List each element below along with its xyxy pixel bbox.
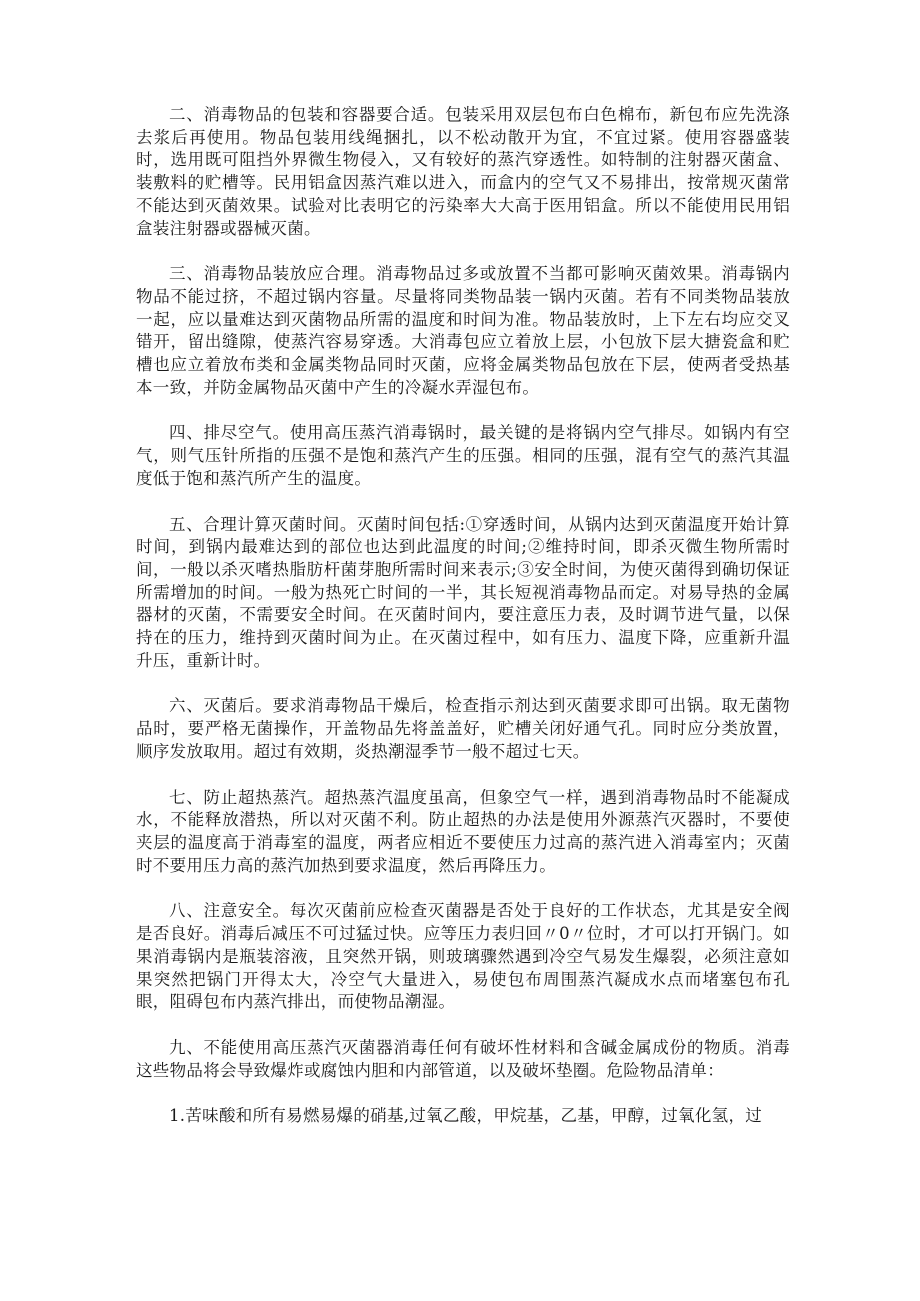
paragraph-after-sterilization: 六、灭菌后。要求消毒物品干燥后，检查指示剂达到灭菌要求即可出锅。取无菌物品时，要严格无菌操作，开盖物品先将盖盖好，贮槽关闭好通气孔。同时应分类放置，顺序发放取用。超过有效期，炎热潮湿季节一般不超过七天。 — [136, 696, 790, 761]
paragraph-loading: 三、消毒物品装放应合理。消毒物品过多或放置不当都可影响灭菌效果。消毒锅内物品不能过挤，不超过锅内容量。尽量将同类物品装一锅内灭菌。若有不同类物品装放一起，应以量难达到灭菌物品所需的温度和时间为准。物品装放时，上下左右均应交叉错开，留出缝隙，使蒸汽容易穿透。大消毒包应立着放上层，小包放下层大搪瓷盒和贮槽也应立着放布类和金属类物品同时灭菌，应将金属类物品包放在下层，使两者受热基本一致，并防金属物品灭菌中产生的冷凝水弄湿包布。 — [136, 264, 790, 397]
paragraph-packaging: 二、消毒物品的包装和容器要合适。包装采用双层包布白色棉布，新包布应先洗涤去浆后再使用。物品包装用线绳捆扎，以不松动散开为宜，不宜过紧。使用容器盛装时，选用既可阻挡外界微生物侵入，又有较好的蒸汽穿透性。如特制的注射器灭菌盒、装敷料的贮槽等。民用铝盒因蒸汽难以进入，而盒内的空气又不易排出，按常规灭菌常不能达到灭菌效果。试验对比表明它的污染率大大高于医用铝盒。所以不能使用民用铝盒装注射器或器械灭菌。 — [136, 105, 790, 238]
document-body — [136, 104, 790, 1128]
paragraph-air-removal: 四、排尽空气。使用高压蒸汽消毒锅时，最关键的是将锅内空气排尽。如锅内有空气，则气压针所指的压强不是饱和蒸汽产生的压强。相同的压强，混有空气的蒸汽其温度低于饱和蒸汽所产生的温度。 — [136, 423, 790, 488]
list-item: 1.苦味酸和所有易燃易爆的硝基,过氧乙酸，甲烷基，乙基，甲醇，过氧化氢，过 — [169, 1106, 763, 1126]
paragraph-safety: 八、注意安全。每次灭菌前应检查灭菌器是否处于良好的工作状态，尤其是安全阀是否良好。消毒后减压不可过猛过快。应等压力表归回〃0〃位时，才可以打开锅门。如果消毒锅内是瓶装溶液，且突然开锅，则玻璃骤然遇到冷空气易发生爆裂，必须注意如果突然把锅门开得太大，冷空气大量进入，易使包布周围蒸汽凝成水点而堵塞包布孔眼，阻碍包布内蒸汽排出，而使物品潮湿。 — [136, 901, 790, 1012]
paragraph-sterilization-time: 五、合理计算灭菌时间。灭菌时间包括:①穿透时间，从锅内达到灭菌温度开始计算时间，到锅内最难达到的部位也达到此温度的时间;②维持时间，即杀灭微生物所需时间，一般以杀灭嗜热脂肪杆菌芽胞所需时间来表示;③安全时间，为使灭菌得到确切保证所需增加的时间。一般为热死亡时间的一半，其长短视消毒物品而定。对易导热的金属器材的灭菌，不需要安全时间。在灭菌时间内，要注意压力表，及时调节进气量，以保持在的压力，维持到灭菌时间为止。在灭菌过程中，如有压力、温度下降，应重新升温升压，重新计时。 — [136, 514, 790, 670]
paragraph-prohibited-materials: 九、不能使用高压蒸汽灭菌器消毒任何有破坏性材料和含碱金属成份的物质。消毒这些物品将会导致爆炸或腐蚀内胆和内部管道，以及破坏垫圈。危险物品清单： — [136, 1037, 790, 1080]
paragraph-superheated-steam: 七、防止超热蒸汽。超热蒸汽温度虽高，但象空气一样，遇到消毒物品时不能凝成水，不能释放潜热，所以对灭菌不利。防止超热的办法是使用外源蒸汽灭器时，不要使夹层的温度高于消毒室的温度，两者应相近不要使压力过高的蒸汽进入消毒室内；灭菌时不要用压力高的蒸汽加热到要求温度，然后再降压力。 — [136, 787, 790, 875]
